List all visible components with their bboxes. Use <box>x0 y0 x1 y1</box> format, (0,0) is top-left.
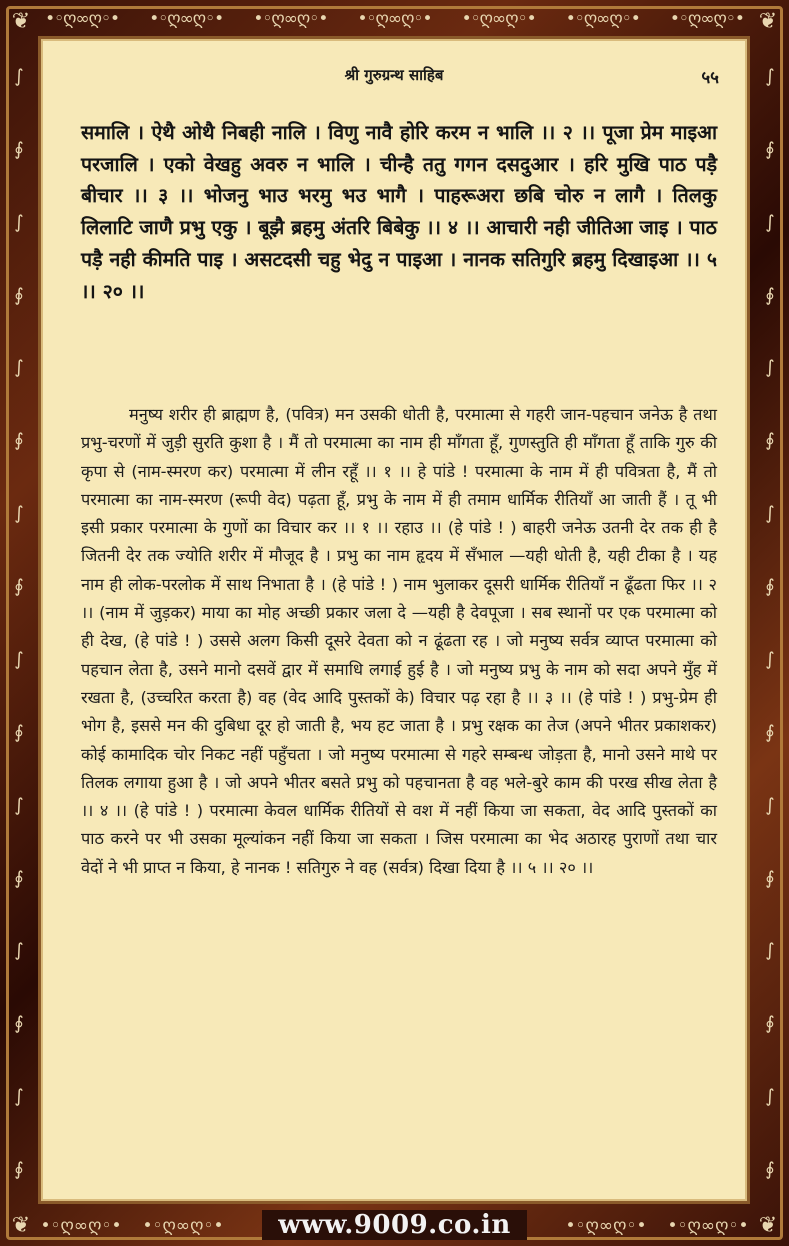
corner-ornament-icon: ❦ <box>758 1212 778 1238</box>
page-number: ५५ <box>701 68 719 88</box>
scroll-ornament-icon: ∮ <box>14 138 24 160</box>
scroll-ornament-icon: ∮ <box>765 430 775 452</box>
scroll-ornament-icon: •◦ღ∞ღ◦• <box>149 9 224 29</box>
scroll-ornament-icon: ∫ <box>765 357 775 379</box>
corner-ornament-icon: ❦ <box>11 1212 31 1238</box>
scroll-ornament-icon: ∮ <box>14 1013 24 1035</box>
gurbani-verse: समालि । ऐथै ओथै निबही नालि । विणु नावै होरि करम न भालि ।। २ ।। पूजा प्रेम माइआ परजालि । एको वेखहु अवरु न भालि । चीन्है ततु गगन दसदुआर । हरि मुखि पाठ पड़ै बीचार ।। ३ ।। भोजनु भाउ भरमु भउ भागै । पाहरूअरा छबि चोरु न लागै । तिलकु लिलाटि जाणै प्रभु एकु । बूझै ब्रहमु अंतरि बिबेकु ।। ४ ।। आचारी नही जीतिआ जाइ । पाठ पड़ै नही कीमति पाइ । असटदसी चहु भेदु न पाइआ । नानक सतिगुरि ब्रहमु दिखाइआ ।। ५ ।। २० ।। <box>81 121 717 303</box>
scroll-ornament-icon: ∫ <box>765 211 775 233</box>
corner-ornament-icon: ❦ <box>758 8 778 34</box>
scroll-ornament-icon: ∫ <box>14 940 24 962</box>
scroll-ornament-icon: ∮ <box>14 721 24 743</box>
scroll-ornament-icon: ∫ <box>765 794 775 816</box>
scroll-ornament-icon: ∫ <box>14 357 24 379</box>
scroll-ornament-icon: ∮ <box>765 576 775 598</box>
scroll-ornament-icon: ∫ <box>14 503 24 525</box>
top-border-ornament <box>30 6 759 32</box>
scroll-ornament-icon: ∮ <box>765 1013 775 1035</box>
scroll-ornament-icon: •◦ღ∞ღ◦• <box>45 9 120 29</box>
scroll-ornament-icon: •◦ღ∞ღ◦• <box>142 1216 224 1236</box>
page-title: श्री गुरुग्रन्थ साहिब <box>344 66 444 84</box>
right-border-ornament <box>759 40 781 1206</box>
hindi-translation: मनुष्य शरीर ही ब्राह्मण है, (पवित्र) मन उसकी धोती है, परमात्मा से गहरी जान-पहचान जनेऊ है तथा प्रभु-चरणों में जुड़ी सुरति कुशा है । मैं तो परमात्मा का नाम ही माँगता हूँ, गुणस्तुति ही माँगता हूँ ताकि गुरु की कृपा से (नाम-स्मरण कर) परमात्मा में लीन रहूँ ।। १ ।। हे पांडे ! परमात्मा के नाम में ही पवित्रता है, मैं तो परमात्मा का नाम-स्मरण (रूपी वेद) पढ़ता हूँ, प्रभु के नाम में ही तमाम धार्मिक रीतियाँ आ जाती हैं । तू भी इसी प्रकार परमात्मा के गुणों का विचार कर ।। १ ।। रहाउ ।। (हे पांडे ! ) बाहरी जनेऊ उतनी देर तक ही है जितनी देर तक ज्योति शरीर में मौजूद है । प्रभु का नाम हृदय में सँभाल —यही धोती है, यही टीका है । यह नाम ही लोक-परलोक में साथ निभाता है । (हे पांडे ! ) नाम भुलाकर दूसरी धार्मिक रीतियाँ न ढूँढता फिर ।। २ ।। (नाम में जुड़कर) माया का मोह अच्छी प्रकार जला दे —यही है देवपूजा । सब स्थानों पर एक परमात्मा को ही देख, (हे पांडे ! ) उससे अलग किसी दूसरे देवता को न ढूंढता रह । जो मनुष्य सर्वत्र व्याप्त परमात्मा को पहचान लेता है, उसने मानो दसवें द्वार में समाधि लगाई हुई है । जो मनुष्य प्रभु के नाम को सदा अपने मुँह में रखता है, (उच्चरित करता है) वह (वेद आदि पुस्तकों के) विचार पढ़ रहा है ।। ३ ।। (हे पांडे ! ) प्रभु-प्रेम ही भोग है, इससे मन की दुबिधा दूर हो जाती है, भय हट जाता है । प्रभु रक्षक का तेज (अपने भीतर प्रकाशकर) कोई कामादिक चोर निकट नहीं पहुँचता । जो मनुष्य परमात्मा से गहरे सम्बन्ध जोड़ता है, मानो उसने माथे पर तिलक लगाया हुआ है । जो अपने भीतर बसते प्रभु को पहचानता है वह भले-बुरे काम की परख सीख लेता है ।। ४ ।। (हे पांडे ! ) परमात्मा केवल धार्मिक रीतियों से वश में नहीं किया जा सकता, वेद आदि पुस्तकों का पाठ करने पर भी उसका मूल्यांकन नहीं किया जा सकता । जिस परमात्मा का भेद अठारह पुराणों तथा चार वेदों ने भी प्राप्त न किया, हे नानक ! सतिगुरु ने वह (सर्वत्र) दिखा दिया है ।। ५ ।। २० ।। <box>81 405 717 877</box>
website-link[interactable]: www.9009.co.in <box>262 1210 527 1240</box>
scroll-ornament-icon: ∫ <box>765 503 775 525</box>
scroll-ornament-icon: ∫ <box>14 794 24 816</box>
scroll-ornament-icon: •◦ღ∞ღ◦• <box>357 9 432 29</box>
footer <box>0 1208 789 1242</box>
scroll-ornament-icon: •◦ღ∞ღ◦• <box>253 9 328 29</box>
page-header <box>41 65 747 95</box>
scroll-ornament-icon: ∮ <box>765 284 775 306</box>
scroll-ornament-icon: ∫ <box>14 211 24 233</box>
scroll-ornament-icon: ∫ <box>765 940 775 962</box>
scroll-ornament-icon: ∮ <box>14 576 24 598</box>
scroll-ornament-icon: ∫ <box>14 648 24 670</box>
scroll-ornament-icon: •◦ღ∞ღ◦• <box>669 9 744 29</box>
scroll-ornament-icon: •◦ღ∞ღ◦• <box>565 1216 647 1236</box>
scroll-ornament-icon: •◦ღ∞ღ◦• <box>667 1216 749 1236</box>
scroll-ornament-icon: ∮ <box>765 867 775 889</box>
scroll-ornament-icon: ∮ <box>765 138 775 160</box>
left-border-ornament <box>8 40 30 1206</box>
scroll-ornament-icon: ∮ <box>14 284 24 306</box>
scroll-ornament-icon: ∫ <box>765 1086 775 1108</box>
scroll-ornament-icon: ∫ <box>14 1086 24 1108</box>
scroll-ornament-icon: •◦ღ∞ღ◦• <box>461 9 536 29</box>
scroll-ornament-icon: ∮ <box>14 430 24 452</box>
scroll-ornament-icon: ∮ <box>14 867 24 889</box>
corner-ornament-icon: ❦ <box>11 8 31 34</box>
scripture-page <box>38 36 750 1204</box>
scroll-ornament-icon: •◦ღ∞ღ◦• <box>565 9 640 29</box>
scroll-ornament-icon: ∫ <box>765 65 775 87</box>
scroll-ornament-icon: ∫ <box>14 65 24 87</box>
scroll-ornament-icon: ∮ <box>765 721 775 743</box>
scroll-ornament-icon: ∮ <box>14 1159 24 1181</box>
scroll-ornament-icon: •◦ღ∞ღ◦• <box>40 1216 122 1236</box>
scroll-ornament-icon: ∫ <box>765 648 775 670</box>
scroll-ornament-icon: ∮ <box>765 1159 775 1181</box>
